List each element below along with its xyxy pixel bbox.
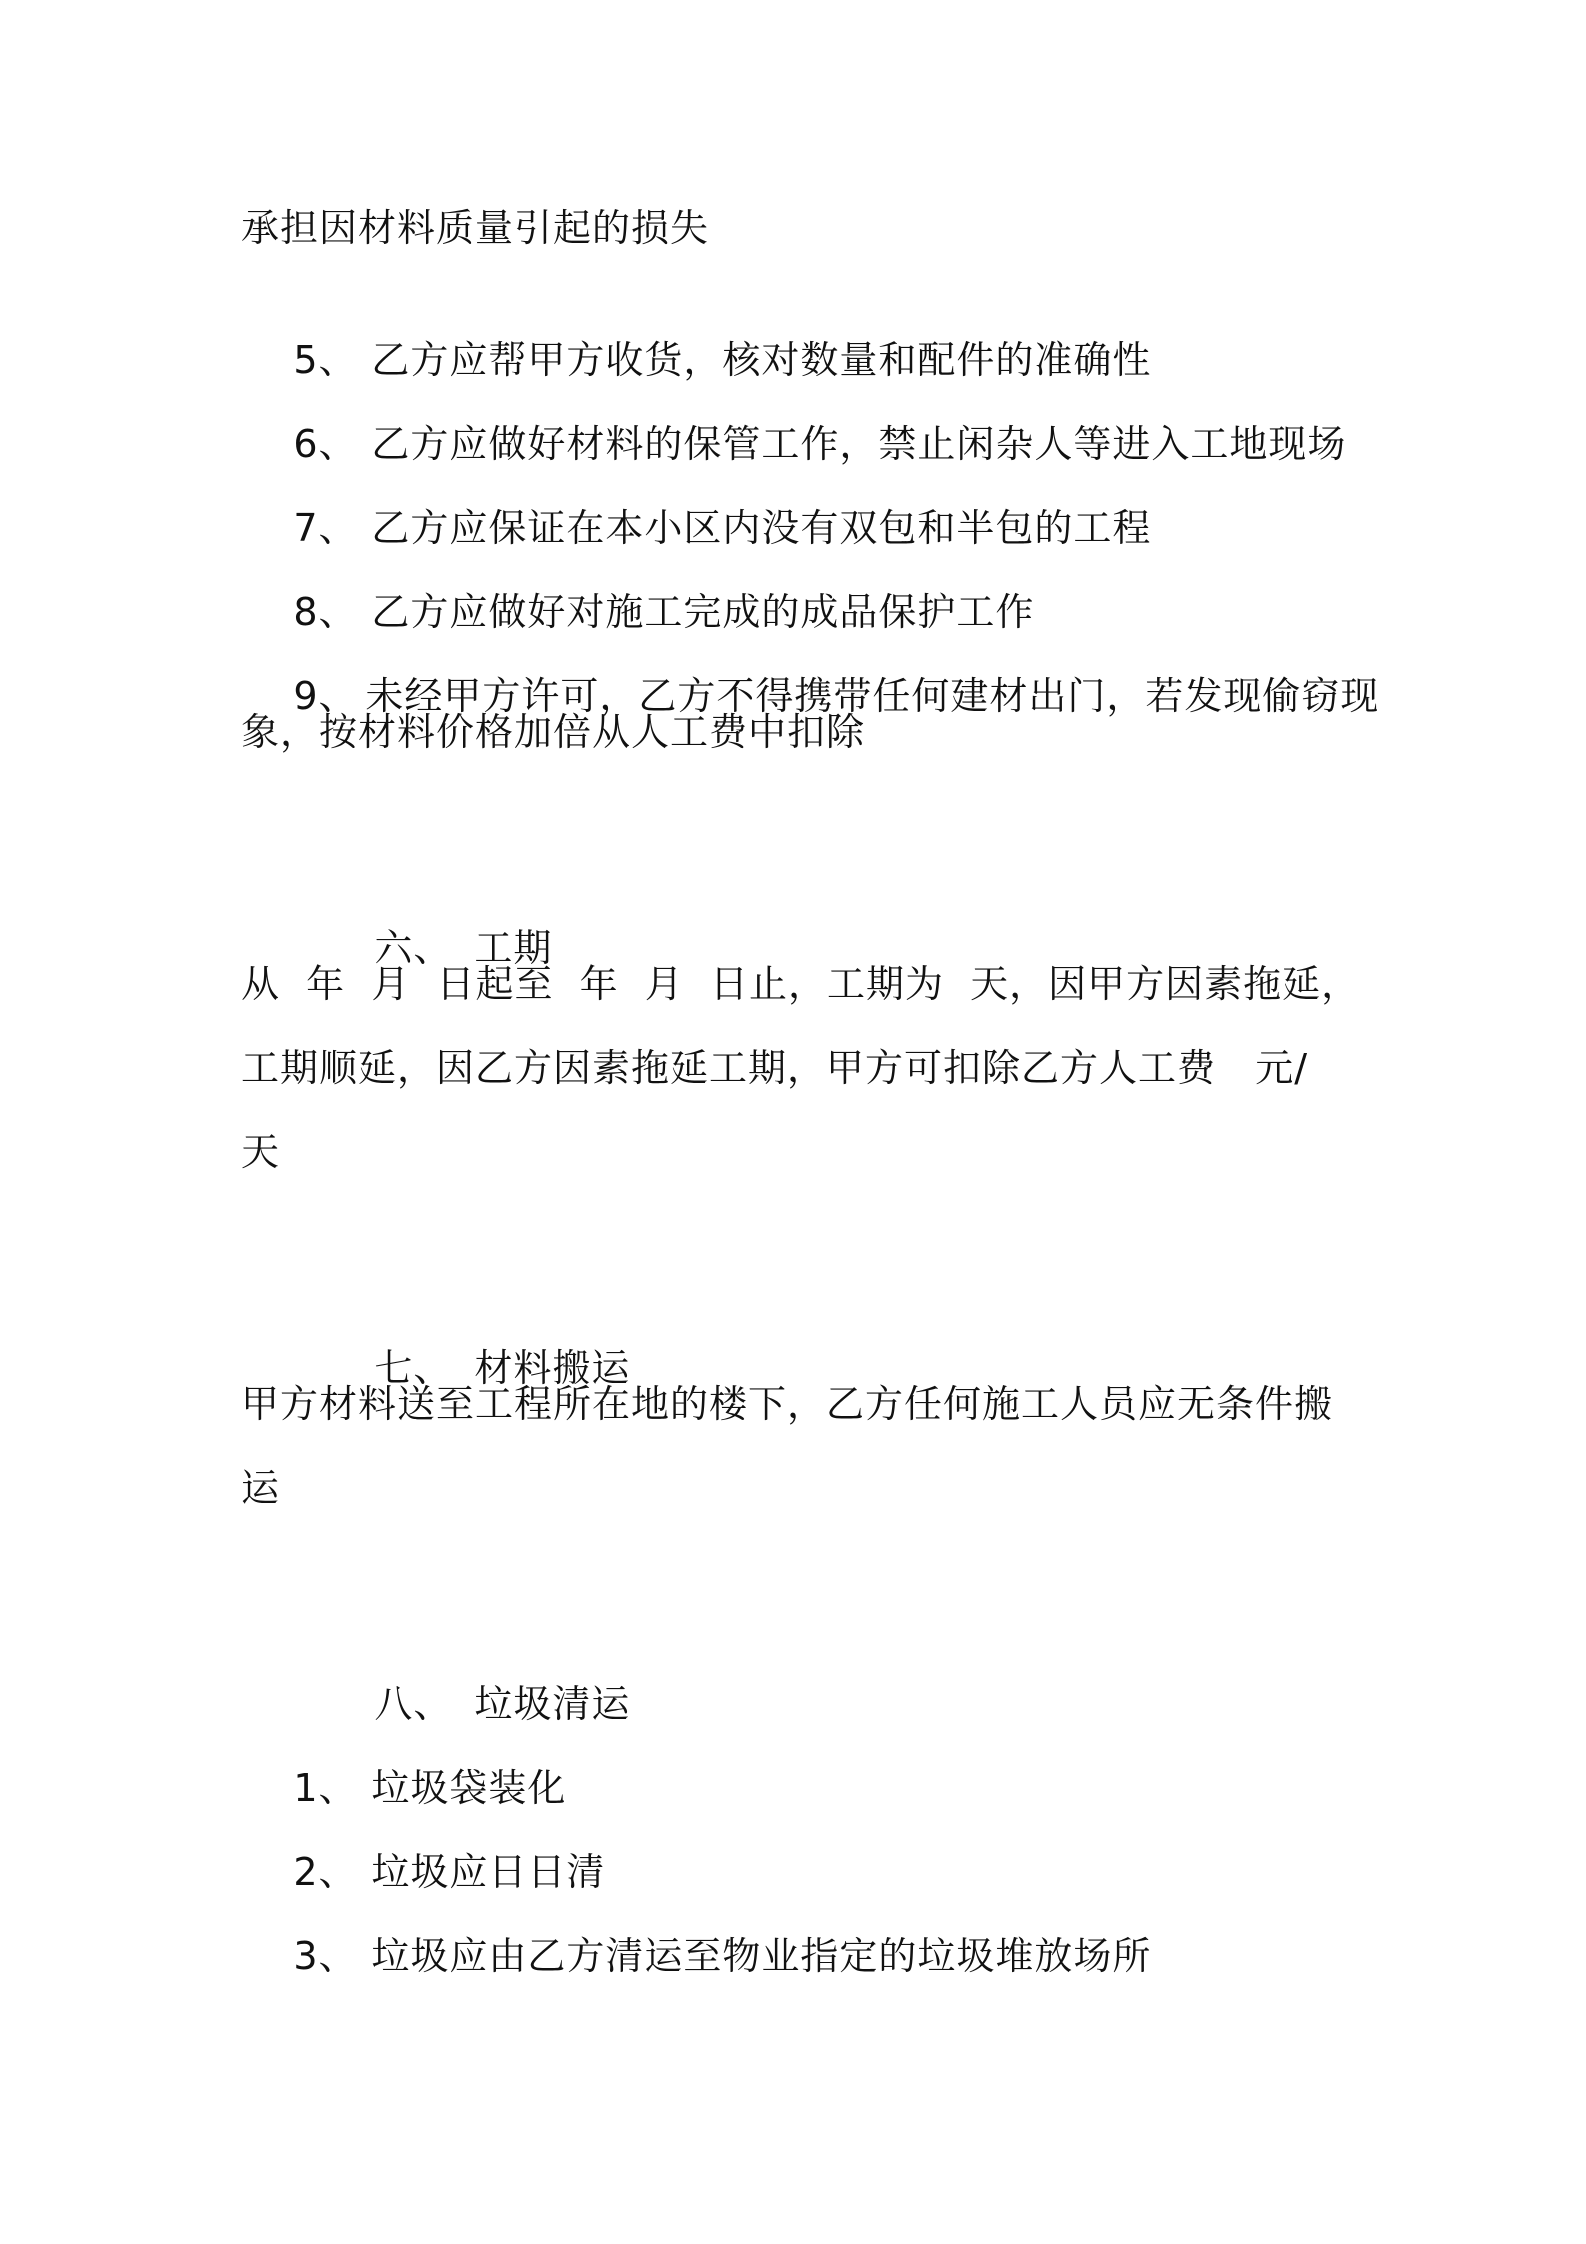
item-text: 乙方应做好对施工完成的成品保护工作	[371, 590, 1035, 634]
item-text: 垃圾袋装化	[371, 1766, 567, 1810]
item-number: 7、	[293, 506, 358, 550]
paragraph-line: 从 年 月 日起至 年 月 日止，工期为 天，因甲方因素拖延，	[241, 962, 1361, 1006]
item-number: 2、	[293, 1850, 358, 1894]
paragraph-line: 工期顺延，因乙方因素拖延工期，甲方可扣除乙方人工费 元/	[241, 1046, 1309, 1090]
item-number: 3、	[293, 1934, 358, 1978]
section-number: 七、	[374, 1346, 453, 1390]
item-text: 乙方应帮甲方收货，核对数量和配件的准确性	[371, 338, 1152, 382]
item-number: 8、	[293, 590, 358, 634]
item-text: 乙方应做好材料的保管工作，禁止闲杂人等进入工地现场	[371, 422, 1347, 466]
section-title: 工期	[474, 926, 553, 970]
section-title: 材料搬运	[474, 1346, 631, 1390]
item-text: 垃圾应由乙方清运至物业指定的垃圾堆放场所	[371, 1934, 1152, 1978]
continuation-text: 承担因材料质量引起的损失	[241, 206, 710, 250]
item-text: 乙方应保证在本小区内没有双包和半包的工程	[371, 506, 1152, 550]
paragraph-line: 天	[241, 1130, 281, 1174]
paragraph-line: 运	[241, 1466, 281, 1510]
list-item	[241, 1884, 1151, 2028]
item-text: 垃圾应日日清	[371, 1850, 606, 1894]
item-text: 未经甲方许可，乙方不得携带任何建材出门，若发现偷窃现	[365, 674, 1380, 718]
item-number: 1、	[293, 1766, 358, 1810]
section-number: 八、	[374, 1682, 453, 1726]
item-number: 9、	[293, 674, 358, 718]
item-number: 5、	[293, 338, 358, 382]
section-number: 六、	[374, 926, 453, 970]
item-continuation: 象，按材料价格加倍从人工费中扣除	[241, 710, 866, 754]
section-title: 垃圾清运	[474, 1682, 631, 1726]
paragraph-line: 甲方材料送至工程所在地的楼下，乙方任何施工人员应无条件搬	[241, 1382, 1334, 1426]
item-number: 6、	[293, 422, 358, 466]
